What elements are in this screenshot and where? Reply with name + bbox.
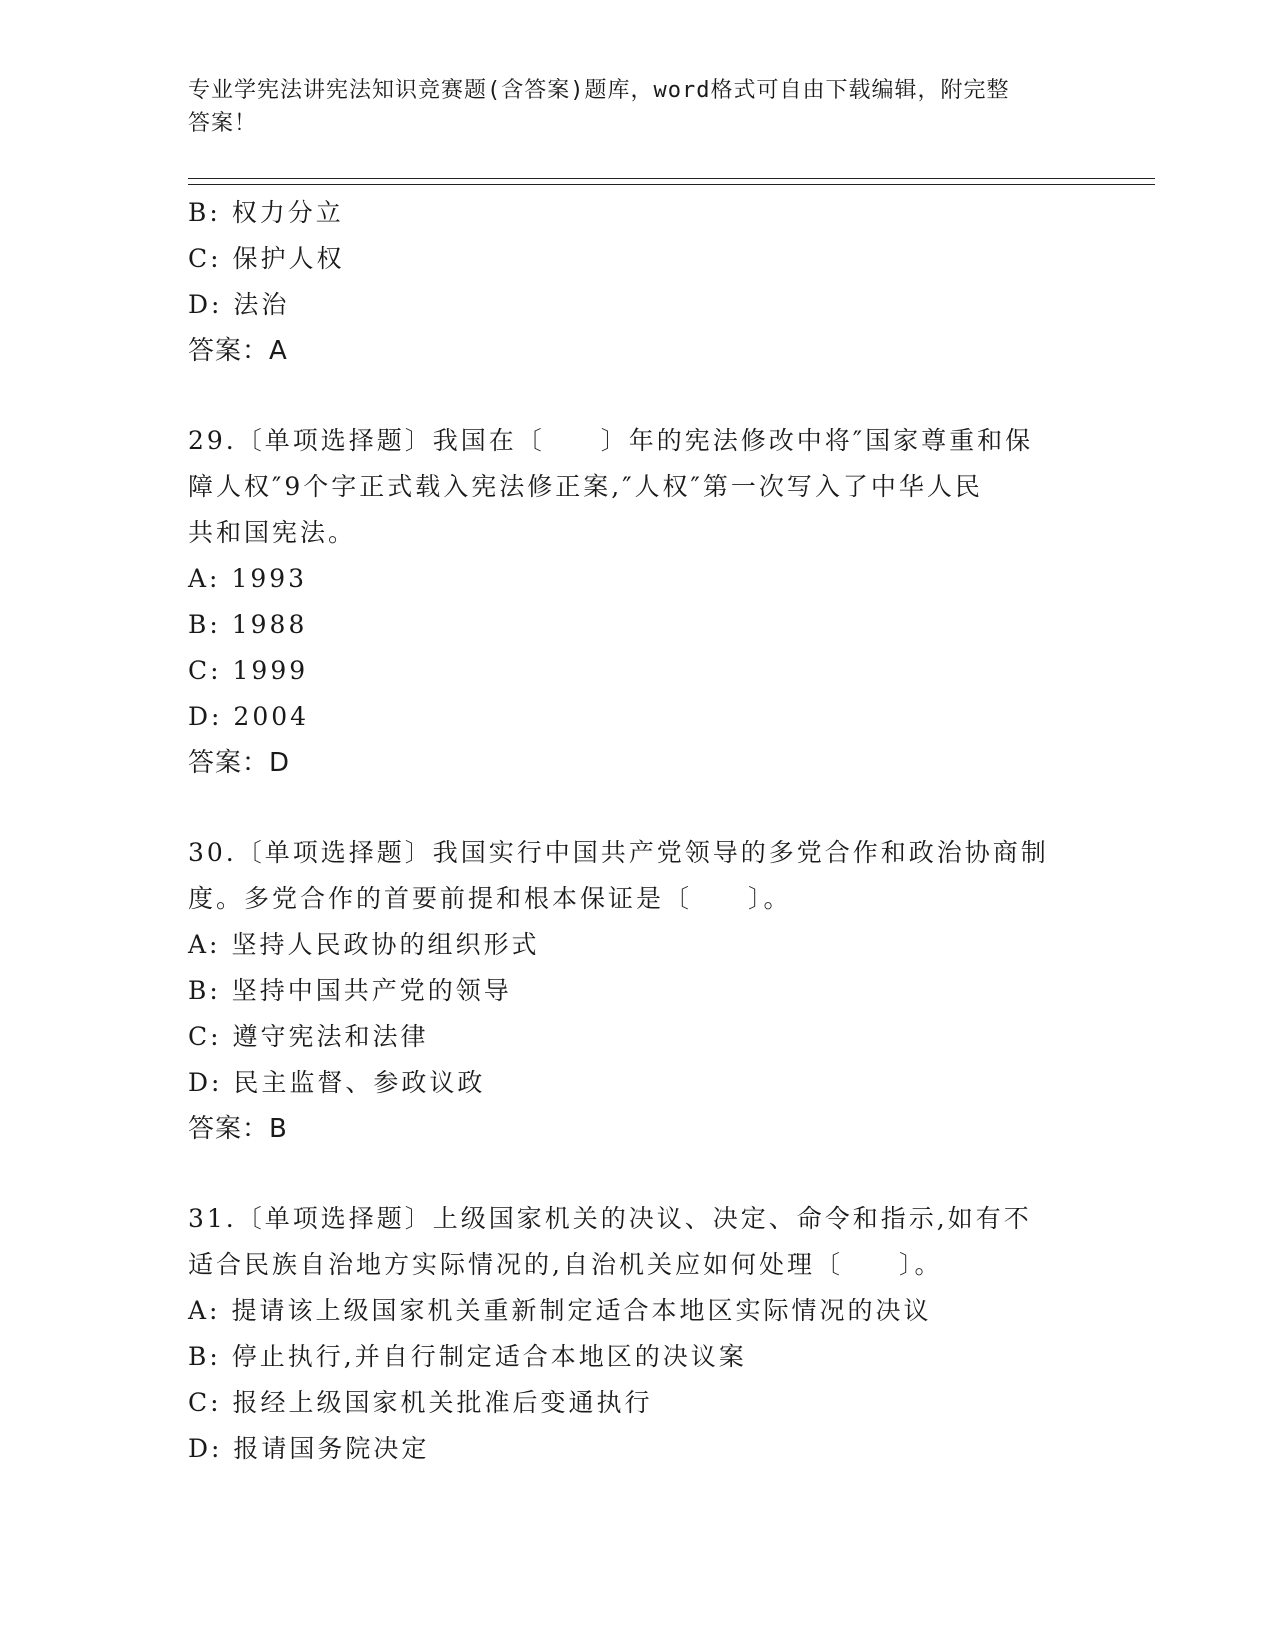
option-letter: C:: [188, 244, 222, 273]
header-line-2: 答案！: [188, 111, 258, 136]
spacer: [188, 1152, 1088, 1196]
page-header: [188, 74, 1088, 140]
option-a: [188, 922, 1088, 968]
header-rule-bottom: [188, 184, 1155, 185]
option-c: [188, 1380, 1088, 1426]
option-letter: A:: [188, 930, 221, 959]
option-text: 民主监督、参政议政: [233, 1068, 486, 1097]
option-c: [188, 648, 1088, 694]
option-d: [188, 1060, 1088, 1106]
question-stem: [188, 830, 1088, 922]
stem-line: 共和国宪法。: [188, 518, 357, 547]
option-b: [188, 1334, 1088, 1380]
option-text: 1993: [231, 564, 308, 593]
option-text: 法治: [233, 290, 290, 319]
answer-line: 答案：D: [188, 748, 291, 778]
option-text: 停止执行,并自行制定适合本地区的决议案: [231, 1342, 747, 1371]
stem-line: 障人权″9个字正式载入宪法修正案,″人权″第一次写入了中华人民: [188, 472, 983, 501]
option-d: [188, 694, 1088, 740]
option-text: 1988: [231, 610, 308, 639]
option-text: 权力分立: [231, 198, 344, 227]
option-text: 提请该上级国家机关重新制定适合本地区实际情况的决议: [231, 1296, 932, 1325]
option-a: [188, 556, 1088, 602]
option-d: [188, 1426, 1088, 1472]
spacer: [188, 786, 1088, 830]
question-29: [188, 418, 1088, 786]
stem-line: 29.〔单项选择题〕我国在〔 〕年的宪法修改中将″国家尊重和保: [188, 426, 1034, 455]
answer-line: 答案：A: [188, 336, 288, 366]
header-rule-top: [188, 178, 1155, 179]
spacer: [188, 374, 1088, 418]
option-letter: B:: [188, 1342, 221, 1371]
option-text: 坚持中国共产党的领导: [231, 976, 512, 1005]
question-28-tail: [188, 190, 1088, 374]
question-30: [188, 830, 1088, 1152]
stem-line: 30.〔单项选择题〕我国实行中国共产党领导的多党合作和政治协商制: [188, 838, 1049, 867]
option-b: [188, 968, 1088, 1014]
option-letter: B:: [188, 610, 221, 639]
option-letter: D:: [188, 290, 223, 319]
question-stem: [188, 418, 1088, 556]
option-letter: C:: [188, 1022, 222, 1051]
option-letter: B:: [188, 976, 221, 1005]
option-letter: B:: [188, 198, 221, 227]
stem-line: 31.〔单项选择题〕上级国家机关的决议、决定、命令和指示,如有不: [188, 1204, 1032, 1233]
header-line-1: 专业学宪法讲宪法知识竞赛题(含答案)题库，word格式可自由下载编辑，附完整: [188, 78, 1010, 103]
question-31: [188, 1196, 1088, 1472]
option-text: 保护人权: [232, 244, 345, 273]
option-letter: A:: [188, 1296, 221, 1325]
option-a: [188, 1288, 1088, 1334]
answer-line: 答案：B: [188, 1114, 288, 1144]
option-text: 报经上级国家机关批准后变通执行: [232, 1388, 653, 1417]
option-text: 1999: [232, 656, 309, 685]
option-letter: A:: [188, 564, 221, 593]
stem-line: 适合民族自治地方实际情况的,自治机关应如何处理〔 〕。: [188, 1250, 943, 1279]
option-b: [188, 190, 1088, 236]
question-content: [188, 190, 1088, 1472]
option-letter: C:: [188, 1388, 222, 1417]
option-text: 2004: [233, 702, 310, 731]
option-letter: C:: [188, 656, 222, 685]
option-letter: D:: [188, 702, 223, 731]
option-text: 遵守宪法和法律: [232, 1022, 429, 1051]
option-c: [188, 1014, 1088, 1060]
question-stem: [188, 1196, 1088, 1288]
option-text: 坚持人民政协的组织形式: [231, 930, 540, 959]
option-text: 报请国务院决定: [233, 1434, 430, 1463]
option-c: [188, 236, 1088, 282]
option-d: [188, 282, 1088, 328]
option-letter: D:: [188, 1434, 223, 1463]
option-b: [188, 602, 1088, 648]
stem-line: 度。多党合作的首要前提和根本保证是〔 〕。: [188, 884, 792, 913]
option-letter: D:: [188, 1068, 223, 1097]
